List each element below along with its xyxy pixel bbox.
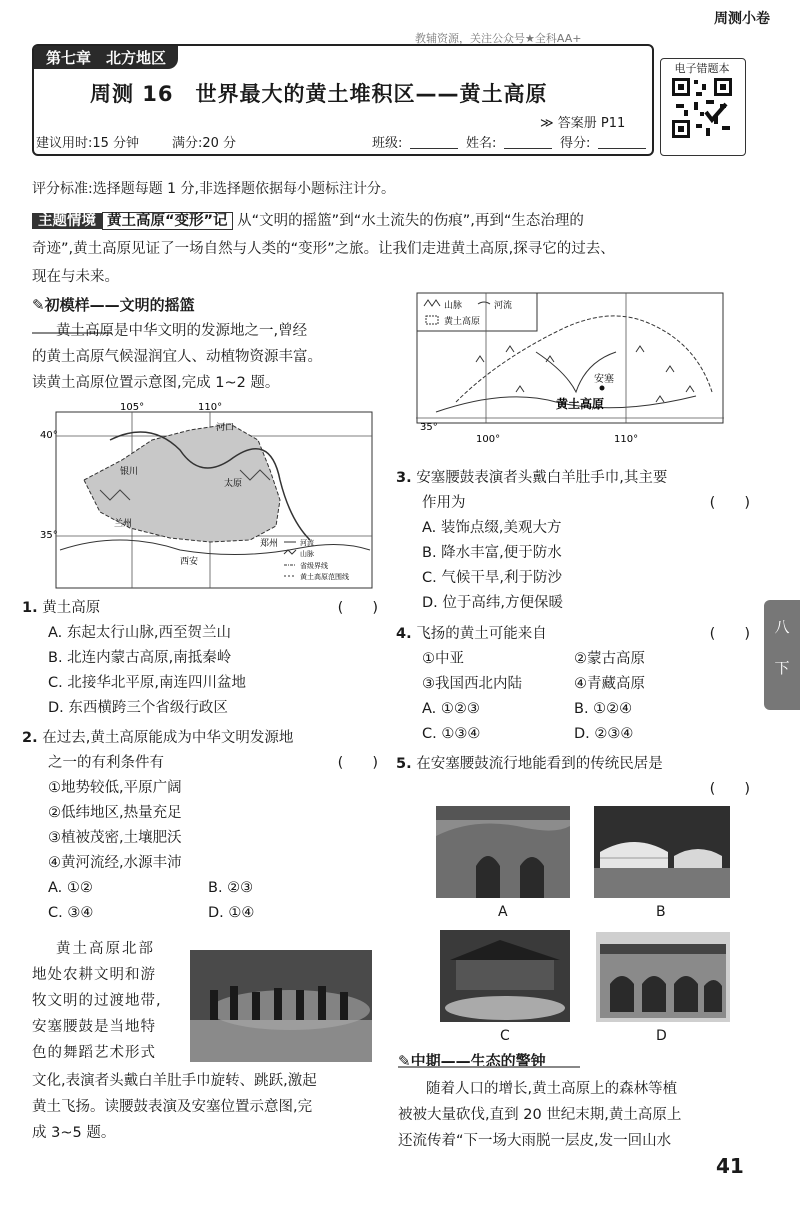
grade-side-tab[interactable] [764,600,800,710]
legend2-loess: 黄土高原 [444,317,481,327]
question-3: 3. 安塞腰鼓表演者头戴白羊肚手巾,其主要 作用为 ( ) A. 装饰点缀,美观大方 B. 降水丰富,便于防水 C. 气候干旱,利于防沙 D. 位于高纬,方便保暖 [396,466,750,616]
loess-plateau-location-map [40,400,374,590]
q4-option-c[interactable]: C. ①③④ [422,726,481,742]
qr-label: 电子错题本 [674,62,730,75]
q3-option-d[interactable]: D. 位于高纬,方便保暖 [422,595,563,611]
legend2-mountain: 山脉 [444,301,463,311]
q1-option-b[interactable]: B. 北连内蒙古高原,南抵秦岭 [48,650,232,666]
question-5: 5. 在安塞腰鼓流行地能看到的传统民居是 ( ) [396,752,750,802]
section-2-line-3: 还流传着“下一场大雨脱一层皮,发一回山水 [398,1133,672,1149]
lon2-label-110: 110° [614,434,639,445]
waist-drum-performance-photo [190,950,372,1062]
q2-item-4: ④黄河流经,水源丰沛 [48,855,182,871]
side-tab-top: 八 [774,618,790,636]
place-xian: 西安 [180,557,199,567]
chapter-label: 第七章 北方地区 [34,46,178,69]
theme-tag: 主题情境 [32,213,102,229]
section-1-title: ✎初模样——文明的摇篮 [32,296,195,314]
answer-reference: ≫ 答案册 P11 [540,116,626,131]
intro-line-2: 的黄土高原气候湿润宜人、动植物资源丰富。 [32,349,322,365]
q4-option-a[interactable]: A. ①②③ [422,701,480,717]
place-taiyuan: 太原 [224,479,243,489]
theme-subtag: 黄土高原“变形”记 [102,212,233,230]
yaogu-line-1: 黄土高原北部 [56,941,155,957]
place-lanzhou: 兰州 [114,519,133,529]
side-tab-bottom: 下 [774,659,790,677]
theme-block [32,208,752,234]
q2-item-2: ②低纬地区,热量充足 [48,805,182,821]
qr-code-icon[interactable] [670,76,734,140]
class-label: 班级: [372,136,403,151]
ansai-location-map [416,292,724,446]
question-1: 1. 黄土高原 ( ) A. 东起太行山脉,西至贺兰山 B. 北连内蒙古高原,南抵秦岭 C. 北接华北平原,南连四川盆地 D. 东西横跨三个省级行政区 [22,596,378,721]
q1-answer-blank[interactable]: ( ) [337,600,378,616]
class-field[interactable] [410,148,458,149]
section-2-underline [398,1066,580,1068]
q4-item-1: ①中亚 [422,651,464,667]
option-a-label: A [498,904,508,920]
lat2-label: 35° [420,422,438,433]
lon-label-110: 110° [198,402,223,413]
pencil-icon: ✎ [398,1052,411,1070]
q1-option-c[interactable]: C. 北接华北平原,南连四川盆地 [48,675,246,691]
score-label: 得分: [560,136,591,151]
q2-option-d[interactable]: D. ①④ [208,905,255,921]
q2-option-b[interactable]: B. ②③ [208,880,254,896]
place-yinchuan: 银川 [120,467,139,477]
promo-text: 教辅资源，关注公众号★全科AA+ [415,32,582,45]
option-b-yurt-photo[interactable] [594,806,730,898]
place-zhengzhou: 郑州 [260,539,279,549]
theme-line-2: 奇迹”,黄土高原见证了一场自然与人类的“变形”之旅。让我们走进黄土高原,探寻它的过去、 [32,241,615,257]
q3-option-b[interactable]: B. 降水丰富,便于防水 [422,545,562,561]
q4-item-2: ②蒙古高原 [574,651,645,667]
page-title: 周测 16 世界最大的黄土堆积区——黄土高原 [90,82,548,106]
yaogu-line-3: 牧文明的过渡地带, [32,993,162,1009]
q5-answer-blank[interactable]: ( ) [709,781,750,797]
intro-line-3: 读黄土高原位置示意图,完成 1~2 题。 [32,375,280,391]
legend-province: 省级界线 [300,562,328,570]
yaogu-line-4: 安塞腰鼓是当地特 [32,1019,156,1035]
page-number: 41 [716,1154,744,1178]
legend-range: 黄土高原范围线 [300,573,349,581]
theme-line-3: 现在与未来。 [32,269,119,285]
theme-line-1: 从“文明的摇篮”到“水土流失的伤痕”,再到“生态治理的 [237,213,584,229]
option-a-cave-dwelling-photo[interactable] [436,806,570,898]
section-2-title: ✎中期——生态的警钟 [398,1052,546,1070]
q1-option-a[interactable]: A. 东起太行山脉,西至贺兰山 [48,625,231,641]
q4-option-b[interactable]: B. ①②④ [574,701,633,717]
q3-option-a[interactable]: A. 装饰点缀,美观大方 [422,520,562,536]
q2-option-c[interactable]: C. ③④ [48,905,94,921]
place-loess-plateau: 黄土高原 [556,397,605,411]
q1-option-d[interactable]: D. 东西横跨三个省级行政区 [48,700,228,716]
intro-line-1: 黄土高原是中华文明的发源地之一,曾经 [56,323,308,339]
q4-item-3: ③我国西北内陆 [422,676,522,692]
q3-answer-blank[interactable]: ( ) [709,495,750,511]
q4-answer-blank[interactable]: ( ) [709,626,750,642]
section-2-line-1: 随着人口的增长,黄土高原上的森林等植 [426,1081,678,1097]
lat-label-40: 40° [40,430,58,441]
option-c-stilt-house-photo[interactable] [440,930,570,1022]
yaogu-line-5: 色的舞蹈艺术形式 [32,1045,156,1061]
pencil-icon: ✎ [32,296,45,314]
place-ansai: 安塞 [594,374,614,385]
lon-label-105: 105° [120,402,145,413]
name-field[interactable] [504,148,552,149]
legend-mountain: 山脉 [300,550,314,558]
q2-answer-blank[interactable]: ( ) [337,755,378,771]
time-info: 建议用时:15 分钟 [36,136,140,151]
scoring-criteria: 评分标准:选择题每题 1 分,非选择题依据每小题标注计分。 [32,181,395,197]
yaogu-line-2: 地处农耕文明和游 [32,967,156,983]
place-hekou: 河口 [216,423,235,433]
section-2-line-2: 被被大量砍伐,直到 20 世纪末期,黄土高原上 [398,1107,682,1123]
option-c-label: C [500,1028,510,1044]
yaogu-line-6: 文化,表演者头戴白羊肚手巾旋转、跳跃,激起 [32,1073,317,1089]
question-4: 4. 飞扬的黄土可能来自 ( ) ①中亚 ②蒙古高原 ③我国西北内陆 ④青藏高原 A. ①②③ B. ①②④ C. ①③④ D. ②③④ [396,622,750,747]
q2-option-a[interactable]: A. ①② [48,880,93,896]
yaogu-line-7: 黄土飞扬。读腰鼓表演及安塞位置示意图,完 [32,1099,313,1115]
option-b-label: B [656,904,666,920]
yaogu-line-8: 成 3~5 题。 [32,1125,116,1141]
q2-item-1: ①地势较低,平原广阔 [48,780,182,796]
q4-option-d[interactable]: D. ②③④ [574,726,634,742]
q4-item-4: ④青藏高原 [574,676,645,692]
legend-river: 河流 [300,539,314,547]
option-d-arched-house-photo[interactable] [596,932,730,1022]
q3-option-c[interactable]: C. 气候干旱,利于防沙 [422,570,562,586]
question-2: 2. 在过去,黄土高原能成为中华文明发源地 之一的有利条件有 ( ) ①地势较低,平原广阔 ②低纬地区,热量充足 ③植被茂密,土壤肥沃 ④黄河流经,水源丰沛 A. ①② B. ②③ C. ③④ D. ①④ [22,726,378,926]
q2-item-3: ③植被茂密,土壤肥沃 [48,830,182,846]
name-label: 姓名: [466,136,497,151]
score-field[interactable] [598,148,646,149]
score-total: 满分:20 分 [172,136,237,151]
option-d-label: D [656,1028,667,1044]
corner-label: 周测小卷 [714,11,770,27]
lat-label-35: 35° [40,530,58,541]
legend2-river: 河流 [494,301,513,311]
lon2-label-100: 100° [476,434,501,445]
